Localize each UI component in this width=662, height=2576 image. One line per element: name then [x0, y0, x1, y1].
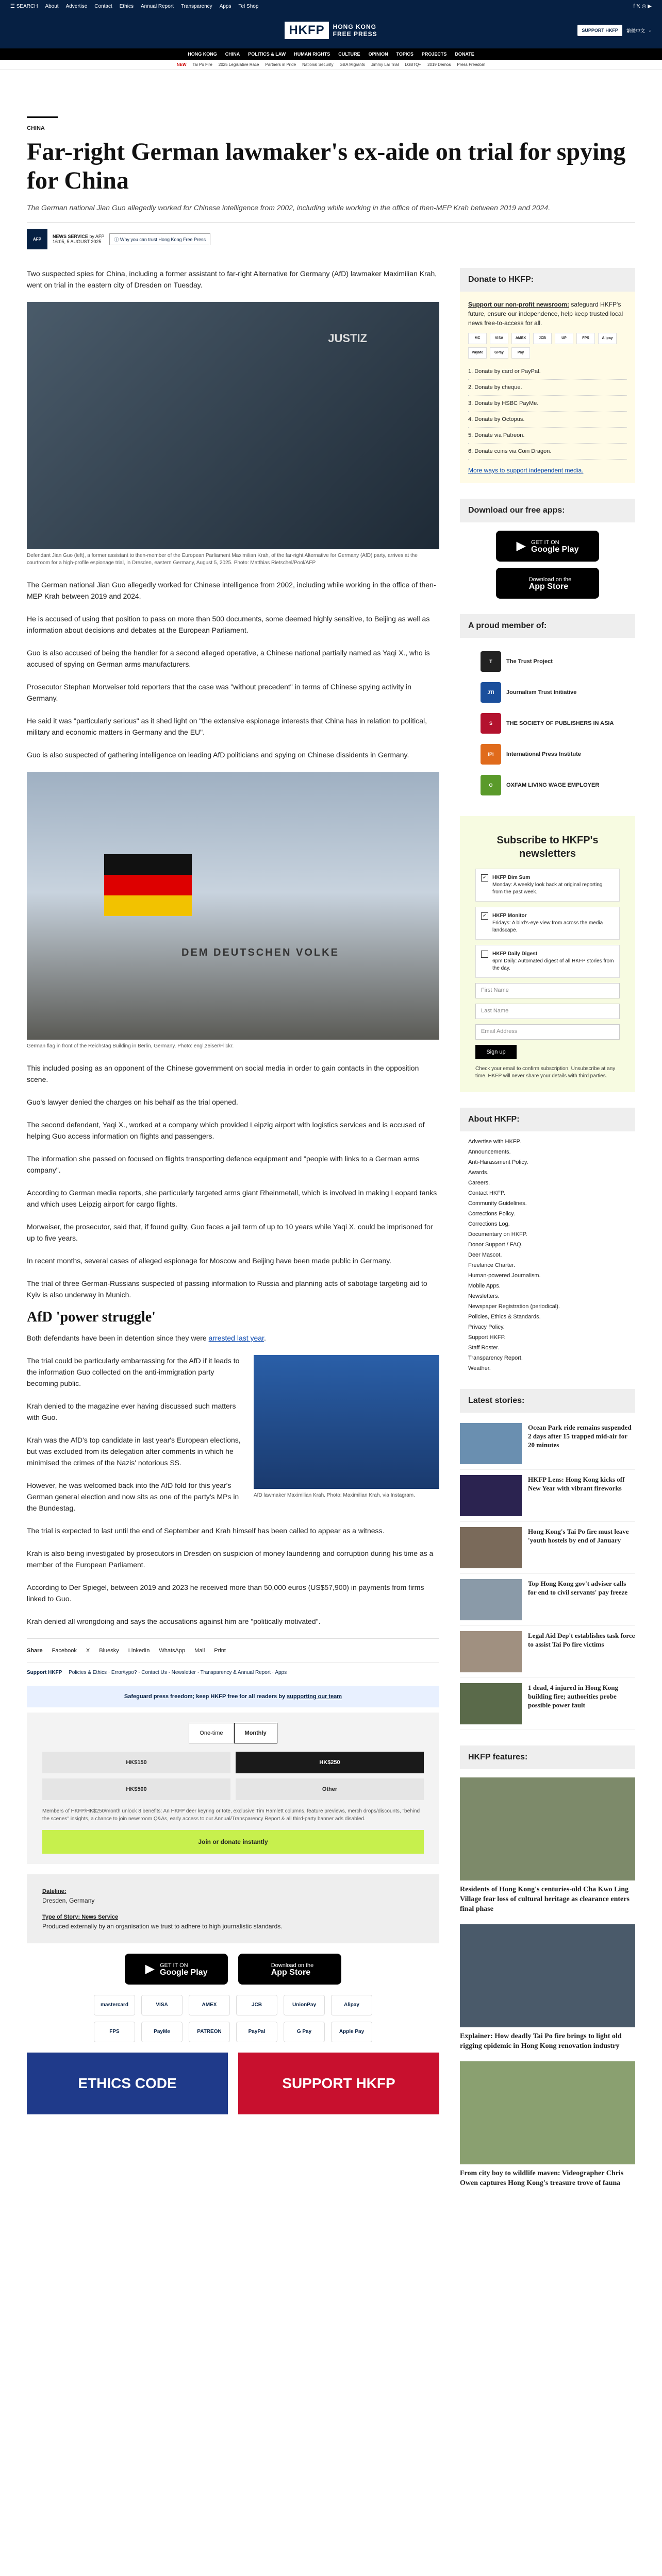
newsletter-signup	[460, 816, 635, 1092]
paragraph: According to Der Spiegel, between 2019 and 2023 he received more than 50,000 euros (US$57,900) in payments from firms linked to Guo.	[27, 1583, 424, 1603]
shop-link[interactable]: Tel Shop	[238, 3, 259, 9]
support-hkfp-button[interactable]: SUPPORT HKFP	[577, 25, 622, 36]
feature-item[interactable]: Explainer: How deadly Tai Po fire brings to light old rigging epidemic in Hong Kong renovation industry	[460, 1924, 635, 2051]
story-thumbnail	[460, 1683, 522, 1724]
trend-4[interactable]: GBA Migrants	[339, 62, 365, 67]
about-link[interactable]: Human-powered Journalism.	[468, 1273, 541, 1279]
nav-topics[interactable]: TOPICS	[396, 52, 413, 57]
trend-2[interactable]: Partners in Pride	[265, 62, 296, 67]
feature-image	[460, 1777, 635, 1880]
newsletter-daily-digest[interactable]: HKFP Daily Digest 6pm Daily: Automated digest of all HKFP stories from the day.	[475, 945, 620, 978]
sidebar-apps	[460, 522, 635, 614]
about-link[interactable]: Support HKFP.	[468, 1334, 506, 1341]
donate-widget	[27, 1713, 439, 1864]
card-3: JCB	[533, 333, 552, 344]
about-link[interactable]: Privacy Policy.	[468, 1324, 505, 1330]
trust-project-icon: T	[481, 651, 501, 672]
paragraph: Krah denied to the magazine ever having discussed such matters with Guo.	[27, 1402, 236, 1421]
fps-logo: FPS	[94, 2022, 135, 2042]
feature-image	[460, 1924, 635, 2027]
trust-link[interactable]: ⓘ Why you can trust Hong Kong Free Press	[109, 233, 210, 245]
german-flag	[104, 854, 192, 916]
sidebar	[460, 268, 635, 2198]
app-store-button[interactable]: Download on the App Store	[496, 568, 599, 599]
about-link[interactable]: Freelance Charter.	[468, 1262, 516, 1268]
card-1: VISA	[490, 333, 508, 344]
jti-icon: JTI	[481, 682, 501, 703]
oxfam-icon: O	[481, 775, 501, 795]
court-photo	[27, 302, 439, 549]
card-5: FPS	[576, 333, 595, 344]
paragraph: Morweiser, the prosecutor, said that, if found guilty, Guo faces a jail term of up to 10 years while Yaqi X. could be imprisoned for up to five years.	[27, 1223, 433, 1242]
card-6: Alipay	[598, 333, 617, 344]
search-link[interactable]: ☰ SEARCH	[10, 3, 38, 9]
donate-option[interactable]: 2. Donate by cheque.	[468, 380, 627, 396]
krah-figure	[254, 1355, 439, 1512]
about-link[interactable]: Contact HKFP.	[468, 1190, 505, 1196]
jcb-logo: JCB	[236, 1995, 277, 2015]
patreon-logo: PATREON	[189, 2022, 230, 2042]
article-category[interactable]: CHINA	[27, 116, 58, 131]
share-x[interactable]: X	[86, 1648, 90, 1654]
share-bar	[27, 1638, 439, 1663]
article-title: Far-right German lawmaker's ex-aide on trial for spying for China	[27, 138, 626, 194]
support-link-4[interactable]: Newsletter	[171, 1670, 196, 1675]
support-link-6[interactable]: Apps	[275, 1670, 287, 1675]
amount-500[interactable]: HK$500	[42, 1778, 230, 1800]
new-badge: NEW	[176, 62, 187, 67]
amount-options	[42, 1752, 424, 1800]
paragraph: The trial is expected to last until the end of September and Krah himself has been called to appear as a witness.	[27, 1527, 385, 1535]
support-link-5[interactable]: Transparency & Annual Report	[200, 1670, 271, 1675]
dateline-label: Dateline:	[42, 1888, 67, 1894]
trend-6[interactable]: LGBTQ+	[405, 62, 422, 67]
payment-logos	[89, 1995, 377, 2042]
first-name-input[interactable]: First Name	[475, 983, 620, 998]
latest-item[interactable]: Ocean Park ride remains suspended 2 days after 15 trapped mid-air for 20 minutes	[460, 1418, 635, 1470]
about-link[interactable]: Advertise with HKFP.	[468, 1139, 521, 1145]
share-whatsapp[interactable]: WhatsApp	[159, 1648, 186, 1654]
member-jti[interactable]: JTI Journalism Trust Initiative	[460, 677, 635, 708]
paragraph: Guo is also accused of being the handler for a second alleged operative, a Chinese national partially named as Yaqi X., who is accused of spying on German arms manufacturers.	[27, 649, 430, 668]
amount-150[interactable]: HK$150	[42, 1752, 230, 1773]
paragraph: Krah denied all wrongdoing and says the accusations against him are "politically motivated".	[27, 1617, 321, 1625]
story-thumbnail	[460, 1527, 522, 1568]
sopa-icon: S	[481, 713, 501, 734]
paragraph: Krah was the AfD's top candidate in last year's European elections, but was excluded from its delegation after comments in which he minimised the crimes of the Nazis' notorious SS.	[27, 1436, 241, 1467]
paragraph: According to German media reports, she particularly targeted arms giant Rheinmetall, which is involved in making Leopard tanks and which uses Leipzig airport for cargo flights.	[27, 1189, 437, 1208]
share-facebook[interactable]: Facebook	[52, 1648, 77, 1654]
trend-3[interactable]: National Security	[302, 62, 334, 67]
about-link[interactable]: Anti-Harassment Policy.	[468, 1159, 528, 1165]
google-play-button[interactable]: ▶ GET IT ON Google Play	[496, 531, 599, 562]
about-link[interactable]: About	[45, 3, 59, 9]
nav-donate[interactable]: DONATE	[455, 52, 474, 57]
visa-logo: VISA	[141, 1995, 183, 2015]
feature-item[interactable]: From city boy to wildlife maven: Videographer Chris Owen captures Hong Kong's treasure trove of fauna	[460, 2061, 635, 2188]
feature-item[interactable]: Residents of Hong Kong's centuries-old Cha Kwo Ling Village fear loss of cultural heritage as clearance enters final phase	[460, 1777, 635, 1914]
author-by: by AFP	[89, 234, 105, 239]
nav-projects[interactable]: PROJECTS	[421, 52, 447, 57]
about-link[interactable]: Newsletters.	[468, 1293, 500, 1299]
annual-report-link[interactable]: Annual Report	[140, 3, 174, 9]
apps-link[interactable]: Apps	[219, 3, 231, 9]
about-link[interactable]: Weather.	[468, 1365, 491, 1371]
paragraph: The information she passed on focused on flights transporting defence equipment and "people with links to a German arms company".	[27, 1155, 420, 1174]
main-nav	[0, 48, 662, 60]
arrested-link[interactable]: arrested last year	[208, 1334, 264, 1342]
checkbox-icon[interactable]: ✓	[481, 874, 488, 882]
donate-option[interactable]: 5. Donate via Patreon.	[468, 428, 627, 444]
alipay-logo: Alipay	[331, 1995, 372, 2015]
support-link-2[interactable]: Error/typo?	[111, 1670, 137, 1675]
support-team-link[interactable]: supporting our team	[287, 1693, 342, 1700]
feature-image	[460, 2061, 635, 2164]
photo-caption: Defendant Jian Guo (left), a former assistant to then-member of the European Parliament Maximilian Krah, of the far-right Alternative for Germany (AfD) party, arrives at the courtroom for a high-profile espionage trial, in Dresden, eastern Germany, August 5, 2025. Photo: Matthias Rietschel/Pool/AFP	[27, 553, 418, 566]
paragraph: He said it was "particularly serious" as it shed light on "the extensive espionage interests that China has in relation to political, military and economic matters in Germany and the EU".	[27, 717, 427, 736]
story-thumbnail	[460, 1579, 522, 1620]
nav-politics-law[interactable]: POLITICS & LAW	[248, 52, 286, 57]
about-link[interactable]: Newspaper Registration (periodical).	[468, 1303, 560, 1310]
card-9: Pay	[511, 347, 530, 359]
about-link[interactable]: Community Guidelines.	[468, 1200, 527, 1207]
checkbox-icon[interactable]: ✓	[481, 912, 488, 920]
nav-hong-kong[interactable]: HONG KONG	[188, 52, 217, 57]
donate-option[interactable]: 3. Donate by HSBC PayMe.	[468, 396, 627, 412]
member-trust-project[interactable]: T The Trust Project	[460, 646, 635, 677]
latest-item[interactable]: Top Hong Kong gov't adviser calls for end to civil servants' pay freeze	[460, 1574, 635, 1626]
photo-caption: German flag in front of the Reichstag Building in Berlin, Germany. Photo: engl.zeiser/Flickr.	[27, 1043, 234, 1049]
google-play-icon: ▶	[145, 1962, 155, 1976]
google-play-icon: ▶	[516, 539, 526, 553]
site-logo[interactable]	[285, 22, 377, 39]
amount-other[interactable]: Other	[236, 1778, 424, 1800]
paragraph: The second defendant, Yaqi X., worked at a company which provided Leipzig airport with logistics services and is accused of helping Guo access information on flights and passengers.	[27, 1121, 425, 1140]
bottom-banners	[27, 2053, 439, 2114]
trend-0[interactable]: Tai Po Fire	[192, 62, 212, 67]
card-2: AMEX	[511, 333, 530, 344]
last-name-input[interactable]: Last Name	[475, 1004, 620, 1019]
about-link[interactable]: Corrections Policy.	[468, 1211, 515, 1217]
share-linkedin[interactable]: LinkedIn	[128, 1648, 150, 1654]
about-list	[460, 1131, 635, 1389]
story-type-label: Type of Story: News Service	[42, 1914, 119, 1920]
paragraph: He is accused of using that position to pass on more than 500 documents, some deemed highly sensitive, to Beijing as well as information about decisions and debates at the European Parliament.	[27, 615, 430, 634]
card-logos	[468, 333, 627, 359]
paragraph: The trial of three German-Russians suspected of passing information to Russia and planning acts of sabotage targeting aid to Kyiv is also underway in Munich.	[27, 1279, 427, 1299]
google-play-button[interactable]: ▶ GET IT ON Google Play	[125, 1954, 228, 1985]
latest-heading: Latest stories:	[460, 1389, 635, 1413]
paragraph: Prosecutor Stephan Morweiser told reporters that the case was "without precedent" in terms of Chinese spying activity in Germany.	[27, 683, 412, 702]
trend-1[interactable]: 2025 Legislative Race	[218, 62, 259, 67]
gpay-logo: G Pay	[284, 2022, 325, 2042]
support-banner[interactable]: SUPPORT HKFP	[238, 2053, 439, 2114]
byline	[27, 222, 635, 256]
story-meta	[27, 1874, 439, 1943]
paragraph: The trial could be particularly embarrassing for the AfD if it leads to the information Guo collected on the anti-immigration party becoming public.	[27, 1357, 240, 1387]
contact-link[interactable]: Contact	[94, 3, 112, 9]
checkbox-icon[interactable]	[481, 951, 488, 958]
dateline: Dresden, Germany	[42, 1897, 95, 1904]
member-sopa[interactable]: S THE SOCIETY OF PUBLISHERS IN ASIA	[460, 708, 635, 739]
about-link[interactable]: Deer Mascot.	[468, 1252, 502, 1258]
newsletter-monitor[interactable]: ✓ HKFP Monitor Fridays: A bird's-eye view from across the media landscape.	[475, 907, 620, 940]
support-link-1[interactable]: Policies & Ethics	[69, 1670, 107, 1675]
app-store-row	[27, 1954, 439, 1985]
latest-item[interactable]: HKFP Lens: Hong Kong kicks off New Year with vibrant fireworks	[460, 1470, 635, 1522]
member-ipi[interactable]: IPI International Press Institute	[460, 739, 635, 770]
story-thumbnail	[460, 1423, 522, 1464]
about-link[interactable]: Awards.	[468, 1170, 489, 1176]
about-link[interactable]: Transparency Report.	[468, 1355, 523, 1361]
card-8: GPay	[490, 347, 508, 359]
donate-option[interactable]: 1. Donate by card or PayPal.	[468, 364, 627, 380]
nav-opinion[interactable]: OPINION	[368, 52, 388, 57]
author-logo: AFP	[27, 229, 47, 249]
article-standfirst: The German national Jian Guo allegedly worked for Chinese intelligence from 2002, including while working in the office of then-MEP Krah between 2019 and 2024.	[27, 204, 551, 212]
social-icons[interactable]: f 𝕏 ◎ ▶	[633, 3, 652, 9]
share-bluesky[interactable]: Bluesky	[99, 1648, 119, 1654]
masthead	[0, 12, 662, 48]
donate-heading: Donate to HKFP:	[460, 268, 635, 292]
publish-date: 16:05, 5 AUGUST 2025	[53, 239, 102, 244]
newsletter-note: Check your email to confirm subscription. Unsubscribe at any time. HKFP will never share your details with third parties.	[475, 1066, 616, 1079]
newsletter-dim-sum[interactable]: ✓ HKFP Dim Sum Monday: A weekly look back at original reporting from the past week.	[475, 869, 620, 902]
inscription-label: DEM DEUTSCHEN VOLKE	[181, 947, 339, 958]
about-link[interactable]: Documentary on HKFP.	[468, 1231, 527, 1238]
ad-space	[0, 70, 662, 116]
features-heading: HKFP features:	[460, 1745, 635, 1769]
more-ways-link[interactable]: More ways to support independent media.	[468, 467, 584, 474]
about-link[interactable]: Donor Support / FAQ.	[468, 1242, 523, 1248]
paypal-logo: PayPal	[236, 2022, 277, 2042]
article-body	[27, 268, 439, 2198]
about-link[interactable]: Mobile Apps.	[468, 1283, 501, 1289]
features-list	[460, 1769, 635, 2188]
support-links: Support HKFP Policies & Ethics · Error/typo? · Contact Us · Newsletter · Transparency & Annual Report · Apps	[27, 1670, 287, 1675]
paragraph: This included posing as an opponent of the Chinese government on social media in order to gain contacts in the opposition scene.	[27, 1064, 419, 1083]
about-heading: About HKFP:	[460, 1108, 635, 1131]
safeguard-banner: Safeguard press freedom; keep HKFP free for all readers by supporting our team	[27, 1686, 439, 1707]
mastercard-logo: mastercard	[94, 1995, 135, 2015]
about-link[interactable]: Staff Roster.	[468, 1345, 500, 1351]
card-4: UP	[555, 333, 573, 344]
nav-china[interactable]: CHINA	[225, 52, 240, 57]
frequency-toggle	[42, 1723, 424, 1743]
support-link-0[interactable]: Support HKFP	[27, 1670, 62, 1675]
donate-option[interactable]: 4. Donate by Octopus.	[468, 412, 627, 428]
paragraph: However, he was welcomed back into the AfD fold for this year's German general election and now sits as one of the party's MPs in the Bundestag.	[27, 1481, 239, 1512]
ethics-banner[interactable]: ETHICS CODE	[27, 2053, 228, 2114]
trend-8[interactable]: Press Freedom	[457, 62, 486, 67]
paragraph: Both defendants have been in detention since they were arrested last year.	[27, 1334, 266, 1342]
donate-panel: Support our non-profit newsroom: safeguard HKFP's future, ensure our independence, help keep trusted local news free-to-access for all. MC VISA AMEX JCB UP FPS Alipay PayMe GPay Pay 1. Donate by card or PayPal. 2. Donate by cheque. 3. Donate by HSBC PayMe. 4. Donate by Octopus. 5. Donate via Patreon. 6. Donate coins via Coin Dragon. More ways to support independent media.	[460, 292, 635, 483]
photo-caption: AfD lawmaker Maximilian Krah. Photo: Maximilian Krah, via Instagram.	[254, 1493, 415, 1498]
trend-7[interactable]: 2019 Demos	[427, 62, 451, 67]
paragraph: In recent months, several cases of alleged espionage for Moscow and Beijing have been made public in Germany.	[27, 1257, 392, 1265]
membership-note: Members of HKFP/HK$250/month unlock 8 benefits: An HKFP deer keyring or tote, exclusive Tim Hamlett columns, feature previews, merch drops/discounts, "behind the scenes" insights, a chance to join newsroom Q&As, early access to our Annual/Transparency Report & all third-party banner ads disabled.	[42, 1808, 420, 1822]
latest-stories	[460, 1413, 635, 1745]
paragraph: Krah is also being investigated by prosecutors in Dresden on suspicion of money laundering and corruption during his time as a member of the European Parliament.	[27, 1549, 434, 1569]
latest-item[interactable]: 1 dead, 4 injured in Hong Kong building fire; authorities probe possible power fault	[460, 1678, 635, 1730]
support-newsroom-link[interactable]: Support our non-profit newsroom:	[468, 301, 569, 308]
language-switch[interactable]: 繁體中文	[626, 28, 645, 33]
share-print[interactable]: Print	[214, 1648, 226, 1654]
paragraph: Guo's lawyer denied the charges on his behalf as the trial opened.	[27, 1098, 238, 1106]
newsletter-title: Subscribe to HKFP's newsletters	[496, 835, 599, 859]
support-link-3[interactable]: Contact Us	[141, 1670, 167, 1675]
justiz-vest-label: JUSTIZ	[328, 332, 367, 345]
about-link[interactable]: Corrections Log.	[468, 1221, 510, 1227]
nav-human-rights[interactable]: HUMAN RIGHTS	[294, 52, 330, 57]
apps-heading: Download our free apps:	[460, 499, 635, 522]
paragraph: The German national Jian Guo allegedly worked for Chinese intelligence from 2002, including while working in the office of then-MEP Krah between 2019 and 2024.	[27, 581, 436, 600]
about-link[interactable]: Announcements.	[468, 1149, 511, 1155]
card-7: PayMe	[468, 347, 487, 359]
donate-option[interactable]: 6. Donate coins via Coin Dragon.	[468, 444, 627, 460]
reichstag-photo	[27, 772, 439, 1040]
email-input[interactable]: Email Address	[475, 1024, 620, 1040]
member-oxfam[interactable]: O OXFAM LIVING WAGE EMPLOYER	[460, 770, 635, 801]
app-store-button[interactable]: Download on the App Store	[238, 1954, 341, 1985]
ipi-icon: IPI	[481, 744, 501, 765]
unionpay-logo: UnionPay	[284, 1995, 325, 2015]
latest-item[interactable]: Legal Aid Dep't establishes task force to assist Tai Po fire victims	[460, 1626, 635, 1678]
advertise-link[interactable]: Advertise	[65, 3, 88, 9]
trend-5[interactable]: Jimmy Lai Trial	[371, 62, 399, 67]
search-icon[interactable]: ⌕	[649, 27, 652, 33]
signup-button[interactable]: Sign up	[475, 1045, 517, 1059]
share-mail[interactable]: Mail	[194, 1648, 205, 1654]
trending-bar	[0, 60, 662, 70]
applepay-logo: Apple Pay	[331, 2022, 372, 2042]
top-utility-bar	[0, 0, 662, 12]
share-label: Share	[27, 1648, 43, 1654]
card-0: MC	[468, 333, 487, 344]
amex-logo: AMEX	[189, 1995, 230, 2015]
paragraph: Guo is also suspected of gathering intelligence on leading AfD politicians and spying on Chinese dissidents in Germany.	[27, 751, 409, 759]
logo-name: HONG KONG FREE PRESS	[333, 23, 377, 38]
tab-monthly[interactable]: Monthly	[234, 1723, 277, 1743]
story-type-desc: Produced externally by an organisation we trust to adhere to high journalistic standards.	[42, 1923, 283, 1930]
about-link[interactable]: Policies, Ethics & Standards.	[468, 1314, 541, 1320]
transparency-link[interactable]: Transparency	[180, 3, 212, 9]
amount-250[interactable]: HK$250	[236, 1752, 424, 1773]
nav-culture[interactable]: CULTURE	[338, 52, 360, 57]
logo-mark: HKFP	[285, 22, 328, 39]
latest-item[interactable]: Hong Kong's Tai Po fire must leave 'youth hostels by end of January	[460, 1522, 635, 1574]
story-thumbnail	[460, 1631, 522, 1672]
ethics-link[interactable]: Ethics	[119, 3, 134, 9]
section-heading: AfD 'power struggle'	[27, 1309, 156, 1325]
tab-one-time[interactable]: One-time	[189, 1723, 234, 1743]
author-type[interactable]: NEWS SERVICE	[53, 234, 88, 239]
krah-photo	[254, 1355, 439, 1489]
memberships	[460, 638, 635, 816]
proud-heading: A proud member of:	[460, 614, 635, 638]
paragraph: Two suspected spies for China, including a former assistant to far-right Alternative for Germany (AfD) lawmaker Maximilian Krah, went on trial in the eastern city of Dresden on Tuesday.	[27, 269, 437, 289]
payme-logo: PayMe	[141, 2022, 183, 2042]
story-thumbnail	[460, 1475, 522, 1516]
about-link[interactable]: Careers.	[468, 1180, 490, 1186]
join-donate-button[interactable]: Join or donate instantly	[42, 1830, 424, 1854]
